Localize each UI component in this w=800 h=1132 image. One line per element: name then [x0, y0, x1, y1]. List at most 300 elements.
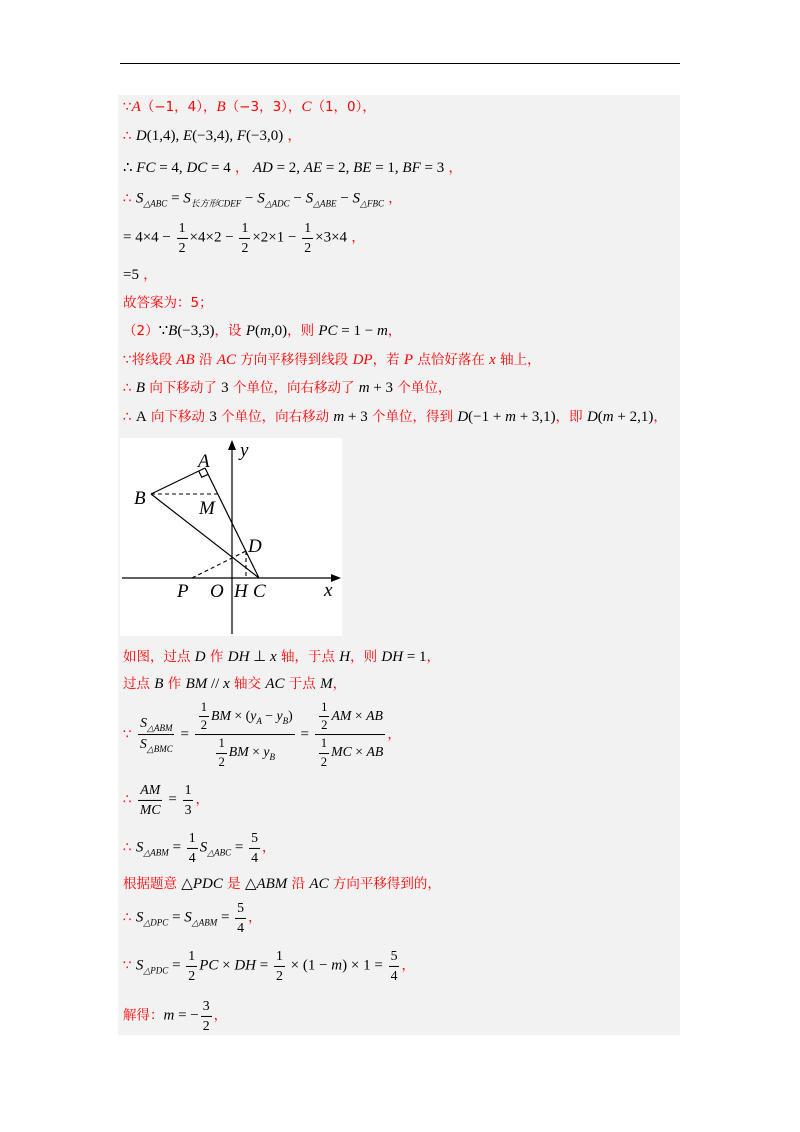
math-run: =5: [123, 267, 139, 283]
fraction: [319, 700, 329, 733]
math-run: −: [289, 190, 306, 207]
label-point-a: A: [198, 451, 210, 472]
fraction-numerator: [249, 830, 260, 849]
fraction-numerator: [319, 737, 329, 754]
variable: x: [269, 649, 277, 665]
variable: m: [602, 409, 614, 425]
variable: m: [505, 409, 516, 425]
segment-ba: [151, 468, 205, 494]
fraction-denominator: [389, 967, 400, 985]
text-run: ，: [387, 726, 401, 743]
subscript: B: [269, 752, 276, 763]
math-run: × (: [230, 707, 251, 723]
variable: B: [216, 99, 226, 115]
variable: S: [183, 190, 191, 207]
solution-line: [123, 127, 301, 145]
text-run: ，: [261, 839, 276, 856]
math-run: 3: [184, 801, 192, 817]
subscript: A: [256, 715, 262, 726]
text-run: （−3，3），: [225, 99, 302, 115]
text-run: 是: [222, 876, 245, 892]
text-run: ，: [347, 229, 365, 246]
text-run: （1，0），: [311, 99, 376, 115]
fraction: [138, 782, 163, 818]
text-run: ∵: [123, 99, 132, 115]
solution-line: [123, 266, 157, 284]
math-run: = −: [174, 1007, 199, 1024]
variable: S: [139, 736, 147, 752]
math-run: (−3,4),: [192, 128, 237, 144]
text-run: ∵: [123, 726, 136, 743]
math-run: (−3,3): [177, 323, 215, 339]
math-run: ∵: [158, 323, 169, 339]
fraction-denominator: [212, 736, 277, 770]
math-run: =: [217, 909, 234, 926]
variable: DH: [381, 649, 404, 665]
variable: DH: [227, 649, 250, 665]
math-run: =: [168, 957, 185, 974]
text-run: ，: [653, 409, 667, 425]
text-run: ∴: [123, 791, 136, 808]
text-run: ，: [383, 190, 402, 207]
math-run: −: [261, 707, 277, 723]
variable: AD: [252, 160, 273, 176]
text-run: ∴: [123, 909, 136, 926]
math-run: 1: [178, 219, 186, 235]
fraction-denominator: [177, 239, 188, 257]
math-run: =: [168, 909, 185, 926]
text-run: ，则: [287, 323, 319, 339]
subscript: △ABC: [207, 847, 232, 858]
segment-pd: [192, 551, 246, 578]
text-run: 故答案为：5；: [123, 295, 213, 311]
variable: AB: [176, 352, 195, 368]
text-run: ，: [195, 791, 209, 808]
math-run: = 1: [403, 649, 427, 665]
math-run: 1: [184, 781, 192, 797]
math-run: = 1,: [371, 160, 403, 176]
math-run: 1: [275, 947, 283, 963]
fraction-denominator: [187, 849, 198, 867]
variable: BM: [228, 744, 249, 760]
text-run: 根据题意: [123, 876, 182, 892]
label-point-m: M: [199, 498, 215, 519]
text-run: 沿: [287, 876, 310, 892]
subscript: △PDC: [143, 965, 169, 976]
math-run: + 3,1): [515, 409, 556, 425]
text-run: ，: [387, 323, 402, 339]
variable: S: [305, 190, 314, 207]
math-run: 4: [188, 849, 196, 865]
fraction: [315, 700, 386, 770]
variable: m: [163, 1007, 175, 1024]
subscript: △ABM: [191, 917, 218, 928]
solution-line: [123, 900, 262, 936]
subscript: △ABC: [143, 198, 168, 209]
text-run: ，: [138, 267, 157, 283]
math-run: =: [231, 839, 248, 856]
text-run: 方向平移得到线段: [235, 352, 353, 368]
solution-line: [123, 648, 440, 666]
variable: F: [236, 128, 247, 144]
variable: B: [135, 380, 146, 396]
fraction: [239, 220, 250, 256]
math-run: = 3: [420, 160, 445, 176]
math-run: 2: [218, 754, 225, 769]
math-run: △: [244, 876, 257, 892]
math-run: 2: [275, 967, 283, 983]
text-run: 个单位，: [393, 380, 452, 396]
math-run: 2: [304, 239, 312, 255]
variable: D: [194, 649, 206, 665]
fraction-numerator: [177, 220, 188, 239]
fraction: [187, 830, 198, 866]
math-run: =: [164, 791, 181, 808]
solution-line: [123, 675, 346, 693]
label-point-h: H: [234, 581, 248, 602]
variable: A: [131, 99, 141, 115]
label-point-d: D: [248, 536, 262, 557]
label-x-axis: x: [324, 580, 333, 601]
variable: m: [259, 323, 271, 339]
variable: S: [135, 190, 144, 207]
variable: S: [184, 909, 192, 926]
math-run: ,0): [270, 323, 288, 339]
variable: AB: [366, 744, 384, 760]
variable: S: [257, 190, 265, 207]
fraction: [186, 948, 197, 984]
solution-line: [123, 700, 401, 770]
variable: H: [339, 649, 351, 665]
math-run: + 3: [369, 380, 394, 396]
math-run: =: [296, 726, 313, 743]
variable: m: [376, 323, 388, 339]
x-axis-arrow-icon: [331, 574, 341, 582]
fraction-denominator: [315, 736, 386, 770]
text-run: ∴: [123, 409, 136, 425]
coordinate-figure: [120, 438, 342, 636]
math-run: 1: [320, 736, 328, 751]
math-run: 2: [188, 967, 196, 983]
subscript: △ABM: [147, 722, 173, 733]
math-run: =: [168, 839, 185, 856]
text-run: ，: [426, 649, 441, 665]
math-run: 2: [178, 239, 186, 255]
fraction-numerator: [186, 948, 197, 967]
math-run: (−1 +: [468, 409, 506, 425]
fraction-numerator: [235, 900, 246, 919]
text-run: ，则: [350, 649, 382, 665]
text-run: 沿: [194, 352, 217, 368]
text-run: 向下移动了: [145, 380, 222, 396]
text-run: 于点: [284, 676, 321, 692]
fraction: [138, 715, 175, 756]
math-run: = 2,: [272, 160, 304, 176]
variable: BM: [185, 676, 208, 692]
solution-line: [123, 408, 667, 426]
subscript: △FBC: [360, 198, 384, 209]
solution-line: [123, 782, 209, 818]
variable: M: [320, 676, 333, 692]
text-run: ∴: [123, 128, 136, 144]
variable: DC: [186, 160, 208, 176]
text-run: ∴: [123, 190, 136, 207]
header-rule: [120, 63, 680, 64]
fraction-denominator: [274, 967, 285, 985]
solution-line: [123, 379, 451, 397]
text-run: （−1，4），: [140, 99, 217, 115]
math-run: 4: [237, 919, 245, 935]
text-run: 轴上，: [495, 352, 541, 368]
variable: C: [301, 99, 312, 115]
math-run: 2: [202, 1017, 210, 1033]
math-run: =: [176, 726, 193, 743]
fraction: [199, 700, 209, 733]
text-run: ∵: [123, 957, 136, 974]
math-run: 1: [321, 700, 328, 715]
text-run: 轴，于点: [276, 649, 340, 665]
math-run: ×2×1 −: [252, 229, 301, 246]
fraction-denominator: [201, 1017, 212, 1035]
math-run: ×3×4: [315, 229, 348, 246]
math-run: 4: [390, 967, 398, 983]
fraction-numerator: [239, 220, 250, 239]
variable: S: [135, 957, 144, 974]
math-run: 1: [188, 947, 196, 963]
math-run: + 2,1): [613, 409, 654, 425]
variable: BM: [211, 707, 231, 723]
math-run: + 3: [344, 409, 368, 425]
fraction-numerator: [216, 737, 226, 754]
math-run: 1: [200, 700, 208, 715]
text-run: 作: [163, 676, 186, 692]
variable: x: [489, 352, 496, 368]
math-run: (: [254, 323, 260, 339]
math-run: −: [336, 190, 353, 207]
text-run: ，: [230, 160, 253, 176]
fraction-numerator: [138, 782, 162, 801]
math-run: 2: [241, 239, 249, 255]
variable: BF: [402, 160, 421, 176]
fraction-denominator: [249, 849, 260, 867]
solution-line: [123, 159, 462, 177]
variable: S: [352, 190, 361, 207]
math-run: 1: [304, 219, 312, 235]
variable: E: [182, 128, 193, 144]
math-run: △: [181, 876, 193, 892]
math-run: 2: [321, 718, 328, 733]
fraction: [249, 830, 260, 866]
variable: P: [403, 352, 414, 368]
fraction-numerator: [187, 830, 198, 849]
subscript: △ABM: [143, 847, 169, 858]
math-run: 2: [320, 754, 328, 769]
fraction: [389, 948, 400, 984]
math-run: = 4,: [155, 160, 187, 176]
text-run: 点恰好落在: [413, 352, 490, 368]
fraction-numerator: [319, 700, 329, 717]
subscript: 长方形CDEF: [190, 198, 242, 209]
variable: S: [135, 839, 144, 856]
label-point-c: C: [253, 581, 266, 602]
variable: D: [135, 128, 147, 144]
text-run: ，: [248, 909, 262, 926]
text-run: ，: [444, 160, 462, 176]
math-run: 1: [188, 829, 196, 845]
text-run: 方向平移得到的，: [328, 876, 441, 892]
fraction-numerator: [274, 948, 285, 967]
fraction-denominator: [319, 754, 329, 770]
fraction: [274, 948, 285, 984]
math-run: 5: [251, 829, 258, 845]
variable: PC: [318, 323, 338, 339]
variable: S: [199, 839, 208, 856]
fraction: [216, 737, 226, 770]
math-run: ×: [351, 707, 367, 723]
label-point-p: P: [177, 581, 189, 602]
variable: AC: [265, 676, 285, 692]
text-run: （2）: [123, 323, 159, 339]
fraction: [302, 220, 313, 256]
variable: PC: [199, 957, 219, 974]
solution-line: [123, 875, 441, 893]
variable: DP: [352, 352, 373, 368]
fraction: [183, 782, 194, 818]
fraction-denominator: [235, 919, 246, 937]
text-run: ∵将线段: [123, 352, 177, 368]
variable: AM: [331, 707, 352, 723]
fraction-denominator: [199, 717, 209, 733]
fraction-numerator: [183, 782, 194, 801]
fraction: [201, 998, 212, 1034]
subscript: △DPC: [143, 917, 169, 928]
math-run: −: [241, 190, 258, 207]
fraction: [319, 737, 329, 770]
solution-line: [123, 351, 541, 369]
fraction-numerator: [201, 998, 212, 1017]
variable: AC: [216, 352, 236, 368]
math-run: 1: [241, 219, 249, 235]
fraction-denominator: [239, 239, 250, 257]
text-run: 个单位，向右移动: [216, 409, 334, 425]
variable: MC: [331, 744, 352, 760]
variable: D: [586, 409, 598, 425]
variable: DH: [234, 957, 256, 974]
text-run: ，设: [214, 323, 246, 339]
variable: S: [140, 714, 148, 730]
math-run: 4: [251, 849, 258, 865]
solution-line: [123, 190, 402, 213]
fraction-denominator: [319, 717, 329, 733]
variable: m: [358, 380, 370, 396]
text-run: ，: [401, 957, 415, 974]
math-run: = 1 −: [337, 323, 377, 339]
variable: x: [223, 676, 230, 692]
math-run: (−3,0): [246, 128, 284, 144]
label-point-b: B: [134, 488, 146, 509]
variable: AC: [309, 876, 329, 892]
variable: m: [333, 409, 345, 425]
variable: AM: [140, 781, 161, 797]
math-run: 3: [209, 409, 217, 425]
fraction-numerator: [138, 715, 174, 736]
math-run: = 2,: [322, 160, 354, 176]
subscript: △ABE: [313, 198, 337, 209]
fraction-denominator: [183, 801, 194, 819]
fraction: [177, 220, 188, 256]
math-run: = 4×4 −: [123, 229, 175, 246]
math-run: 3: [202, 997, 210, 1013]
math-run: =: [256, 957, 272, 974]
math-run: 3: [221, 380, 229, 396]
fraction-numerator: [302, 220, 313, 239]
math-run: =: [167, 190, 184, 207]
subscript: B: [282, 715, 289, 726]
text-run: 个单位，得到: [367, 409, 458, 425]
math-run: (: [597, 409, 603, 425]
text-run: 轴交: [229, 676, 266, 692]
fraction: [195, 700, 295, 770]
variable: B: [168, 323, 178, 339]
math-run: ×: [218, 957, 235, 974]
math-run: ⊥: [249, 649, 270, 665]
fraction-denominator: [186, 967, 197, 985]
text-run: ，若: [372, 352, 404, 368]
text-run: ，即: [555, 409, 587, 425]
variable: ABM: [256, 876, 288, 892]
variable: MC: [139, 801, 161, 817]
math-run: A: [135, 409, 147, 425]
variable: m: [331, 957, 343, 974]
math-run: ×: [351, 744, 367, 760]
solution-line: [123, 98, 376, 116]
fraction-denominator: [138, 736, 175, 756]
solution-line: [123, 322, 401, 340]
text-run: 个单位，向右移动了: [228, 380, 359, 396]
solution-line: [123, 220, 365, 256]
math-run: = 4: [207, 160, 231, 176]
text-run: ∴: [123, 380, 136, 396]
variable: P: [245, 323, 255, 339]
math-run: 1: [218, 736, 225, 751]
text-run: ，: [213, 1007, 228, 1024]
text-run: ，: [332, 676, 347, 692]
variable: y: [250, 707, 257, 723]
variable: PDC: [192, 876, 223, 892]
subscript: △ADC: [264, 198, 290, 209]
text-run: 过点: [123, 676, 155, 692]
text-run: 向下移动: [146, 409, 210, 425]
variable: S: [135, 909, 144, 926]
math-run: ×: [248, 744, 264, 760]
text-run: 作: [205, 649, 228, 665]
subscript: △BMC: [146, 744, 173, 755]
text-run: 解得：: [123, 1007, 164, 1024]
math-run: ∴: [123, 160, 137, 176]
fraction-denominator: [138, 801, 163, 819]
solution-line: [123, 294, 213, 312]
variable: D: [457, 409, 469, 425]
math-run: × (1 −: [286, 957, 332, 974]
variable: y: [263, 744, 270, 760]
fraction-denominator: [302, 239, 313, 257]
variable: B: [154, 676, 164, 692]
math-run: 2: [200, 718, 208, 733]
solution-line: [123, 998, 227, 1034]
fraction-numerator: [199, 700, 209, 717]
text-run: ∴: [123, 839, 136, 856]
variable: AB: [366, 707, 383, 723]
